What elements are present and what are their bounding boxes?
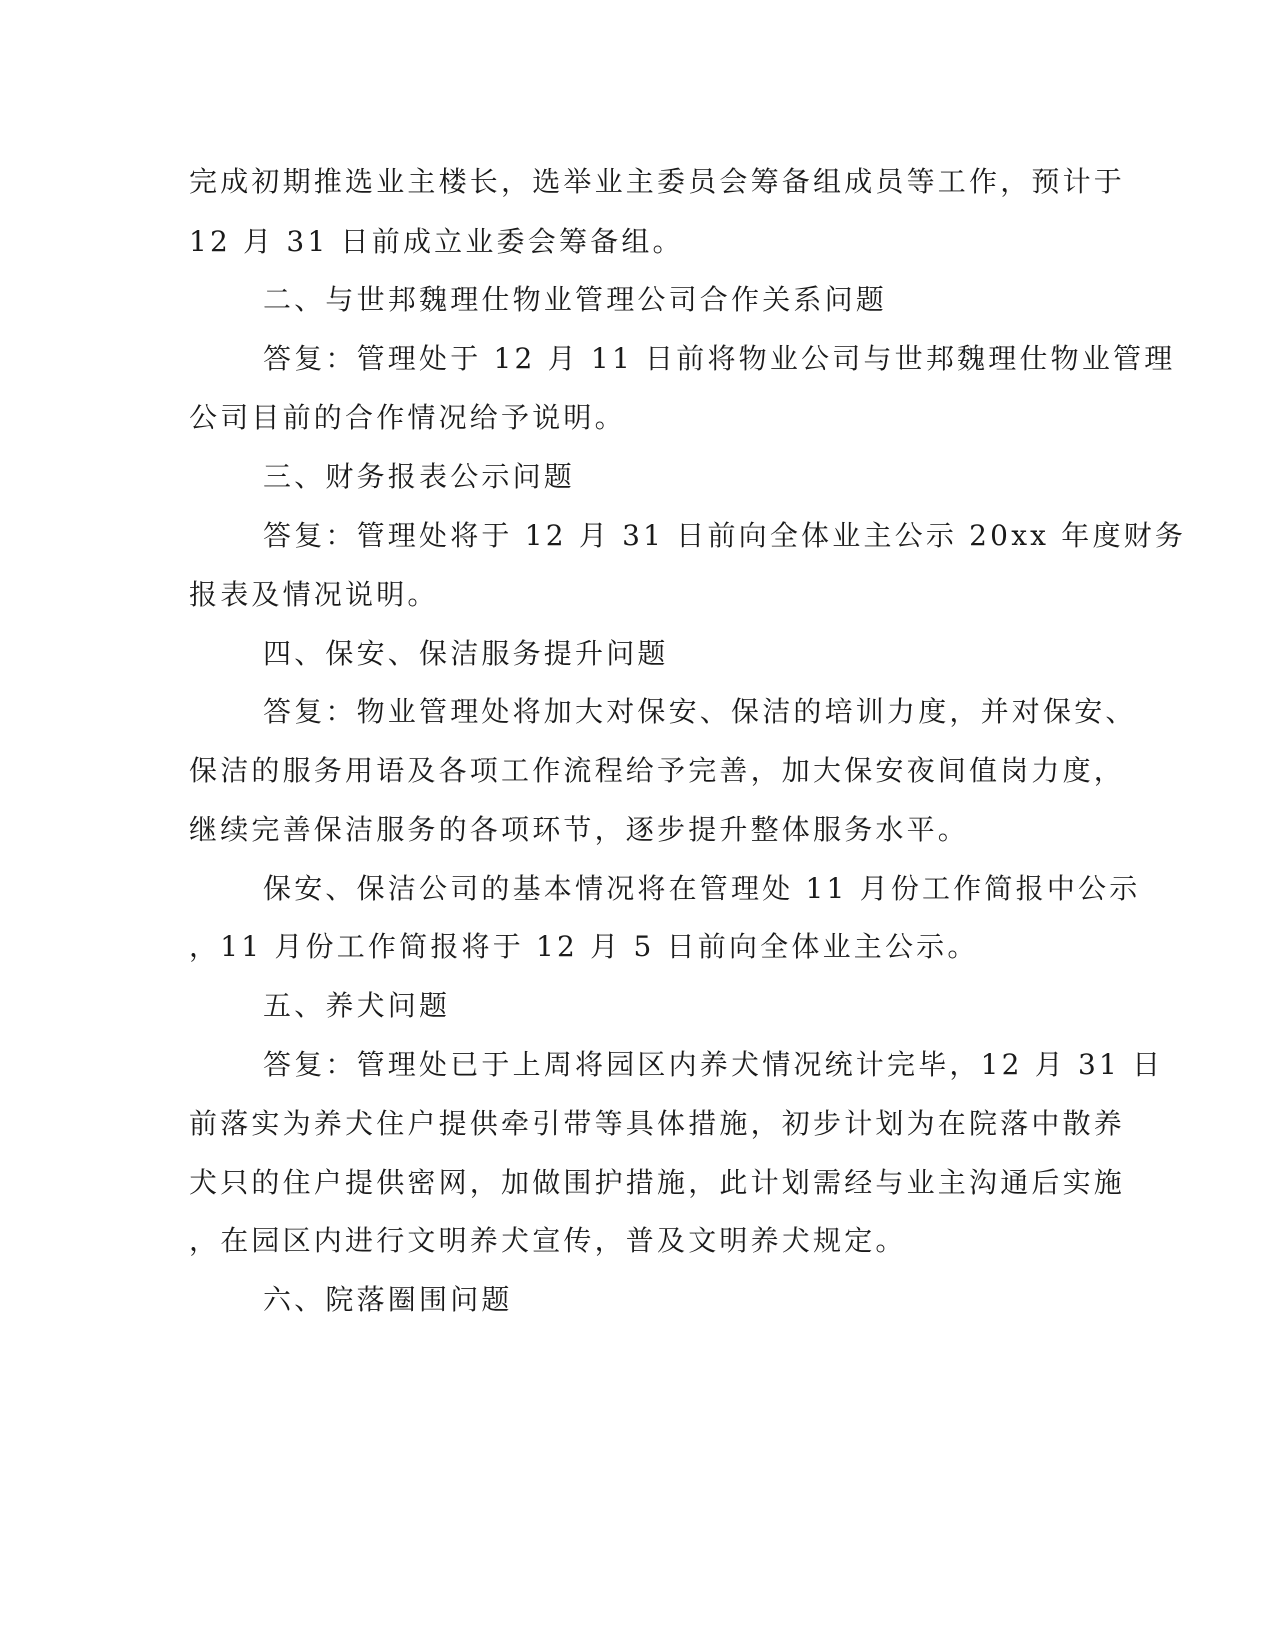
reply-paragraph-4: 答复：物业管理处将加大对保安、保洁的培训力度，并对保安、 <box>263 695 1137 728</box>
section-heading-5: 五、养犬问题 <box>263 989 451 1022</box>
body-text-line: ，11 月份工作简报将于 12 月 5 日前向全体业主公示。 <box>189 930 979 963</box>
section-heading-2: 二、与世邦魏理仕物业管理公司合作关系问题 <box>263 283 888 316</box>
body-text-line: 公司目前的合作情况给予说明。 <box>189 401 626 434</box>
body-text-line: 继续完善保洁服务的各项环节，逐步提升整体服务水平。 <box>189 813 970 846</box>
section-heading-3: 三、财务报表公示问题 <box>263 460 576 493</box>
reply-paragraph-3: 答复：管理处将于 12 月 31 日前向全体业主公示 20xx 年度财务 <box>263 519 1187 552</box>
reply-paragraph-2: 答复：管理处于 12 月 11 日前将物业公司与世邦魏理仕物业管理 <box>263 342 1176 375</box>
body-text-line: ，在园区内进行文明养犬宣传，普及文明养犬规定。 <box>189 1224 907 1257</box>
body-text-line: 完成初期推选业主楼长，选举业主委员会筹备组成员等工作，预计于 <box>189 165 1126 198</box>
body-text-line: 保洁的服务用语及各项工作流程给予完善，加大保安夜间值岗力度， <box>189 754 1126 787</box>
body-text-line: 前落实为养犬住户提供牵引带等具体措施，初步计划为在院落中散养 <box>189 1107 1126 1140</box>
section-heading-4: 四、保安、保洁服务提升问题 <box>263 637 669 670</box>
body-text-line: 犬只的住户提供密网，加做围护措施，此计划需经与业主沟通后实施 <box>189 1166 1126 1199</box>
body-text-line: 12 月 31 日前成立业委会筹备组。 <box>189 225 684 258</box>
reply-paragraph-5: 答复：管理处已于上周将园区内养犬情况统计完毕，12 月 31 日 <box>263 1048 1164 1081</box>
section-heading-6: 六、院落圈围问题 <box>263 1283 513 1316</box>
paragraph-security-cleaning-info: 保安、保洁公司的基本情况将在管理处 11 月份工作简报中公示 <box>263 872 1141 905</box>
body-text-line: 报表及情况说明。 <box>189 578 439 611</box>
